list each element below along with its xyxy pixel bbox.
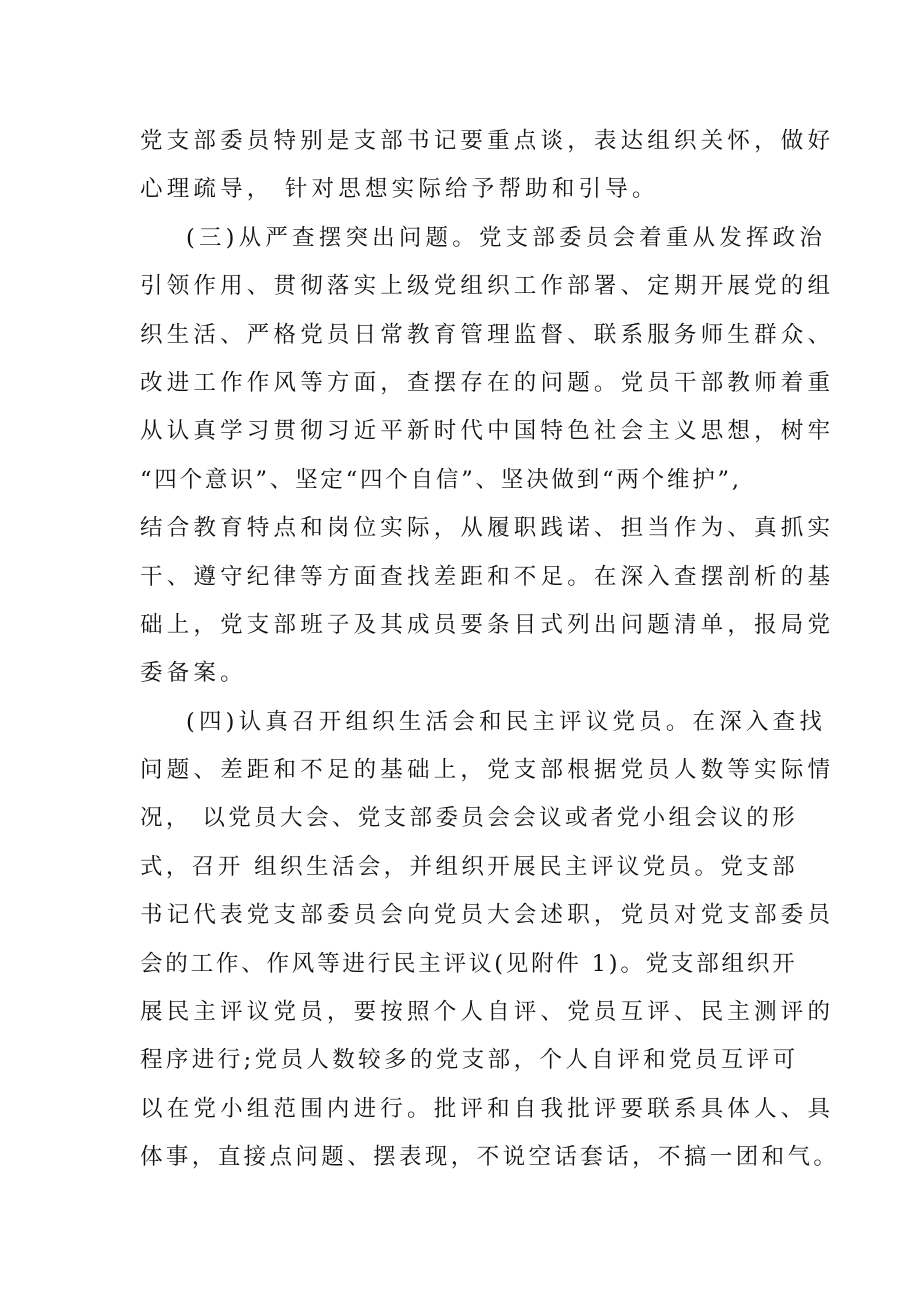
text-line-19: 展民主评议党员，要按照个人自评、党员互评、民主测评的 (140, 999, 835, 1026)
text-line-7: 从认真学习贯彻习近平新时代中国特色社会主义思想，树牢 (140, 418, 835, 445)
text-line-5: 织生活、严格党员日常教育管理监督、联系服务师生群众、 (140, 321, 835, 348)
section-heading-3: (三)从严查摆突出问题。党支部委员会着重从发挥政治 (186, 224, 827, 251)
text-line-12: 委备案。 (140, 660, 247, 687)
text-line-6: 改进工作作风等方面，查摆存在的问题。党员干部教师着重 (140, 369, 835, 396)
text-line-17: 书记代表党支部委员会向党员大会述职，党员对党支部委员 (140, 902, 835, 929)
text-line-20: 程序进行;党员人数较多的党支部，个人自评和党员互评可 (140, 1047, 799, 1074)
text-line-8: “四个意识”、坚定“四个自信”、坚决做到“两个维护”, (140, 466, 742, 493)
text-line-10: 干、遵守纪律等方面查找差距和不足。在深入查摆剖析的基 (140, 563, 835, 590)
text-line-11: 础上，党支部班子及其成员要条目式列出问题清单，报局党 (140, 611, 835, 638)
text-line-18: 会的工作、作风等进行民主评议(见附件 1)。党支部组织开 (140, 950, 798, 977)
text-line-22: 体事，直接点问题、摆表现，不说空话套话，不搞一团和气。 (140, 1144, 840, 1171)
text-line-2: 心理疏导， 针对思想实际给予帮助和引导。 (140, 176, 659, 203)
text-line-21: 以在党小组范围内进行。批评和自我批评要联系具体人、具 (140, 1095, 835, 1122)
text-line-16: 式，召开 组织生活会，并组织开展民主评议党员。党支部 (140, 853, 799, 880)
text-line-14: 问题、差距和不足的基础上，党支部根据党员人数等实际情 (140, 757, 835, 784)
text-line-1: 党支部委员特别是支部书记要重点谈，表达组织关怀，做好 (140, 128, 835, 154)
text-line-15: 况， 以党员大会、党支部委员会会议或者党小组会议的形 (140, 805, 799, 832)
document-body (140, 117, 840, 1182)
text-line-4: 引领作用、贯彻落实上级党组织工作部署、定期开展党的组 (140, 273, 835, 300)
section-heading-4: (四)认真召开组织生活会和民主评议党员。在深入查找 (186, 708, 827, 735)
text-line-9: 结合教育特点和岗位实际，从履职践诺、担当作为、真抓实 (140, 515, 835, 542)
